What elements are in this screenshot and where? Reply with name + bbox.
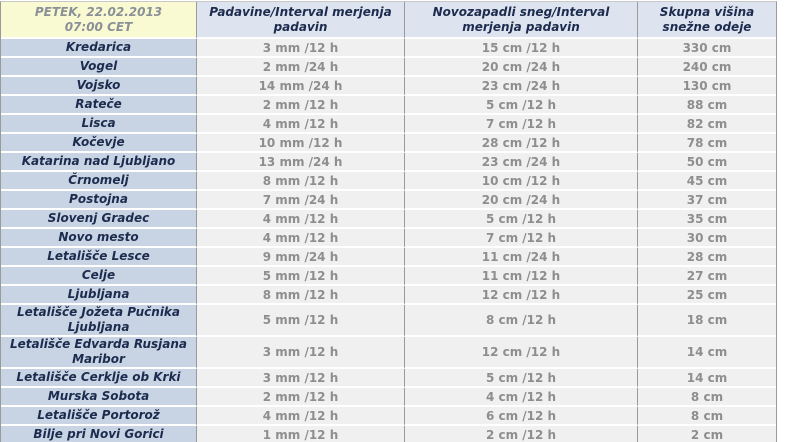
- column-header-new-snow: Novozapadli sneg/Interval merjenja padavin: [405, 2, 638, 39]
- new-snow-cell: 23 cm /24 h: [405, 77, 638, 96]
- station-name-cell: Postojna: [1, 191, 197, 210]
- precipitation-cell: 8 mm /12 h: [197, 172, 405, 191]
- table-row: [1, 115, 776, 134]
- precipitation-cell: 1 mm /12 h: [197, 426, 405, 442]
- new-snow-cell: 7 cm /12 h: [405, 115, 638, 134]
- snow-depth-cell: 27 cm: [638, 267, 776, 286]
- new-snow-cell: 28 cm /12 h: [405, 134, 638, 153]
- table-row: [1, 267, 776, 286]
- precipitation-cell: 9 mm /24 h: [197, 248, 405, 267]
- station-name-cell: Celje: [1, 267, 197, 286]
- station-name-cell: Kočevje: [1, 134, 197, 153]
- table-row: [1, 58, 776, 77]
- table-row: [1, 286, 776, 305]
- precipitation-cell: 7 mm /24 h: [197, 191, 405, 210]
- precipitation-cell: 8 mm /12 h: [197, 286, 405, 305]
- snow-depth-cell: 78 cm: [638, 134, 776, 153]
- station-name-cell: Letališče Portorož: [1, 407, 197, 426]
- station-name-cell: Ljubljana: [1, 286, 197, 305]
- precipitation-cell: 13 mm /24 h: [197, 153, 405, 172]
- snow-depth-cell: 8 cm: [638, 388, 776, 407]
- table-row: [1, 229, 776, 248]
- table-row: [1, 153, 776, 172]
- table-row: [1, 305, 776, 337]
- column-header-precipitation: Padavine/Interval merjenja padavin: [197, 2, 405, 39]
- table-row: [1, 337, 776, 369]
- snow-depth-cell: 330 cm: [638, 39, 776, 58]
- precipitation-cell: 4 mm /12 h: [197, 115, 405, 134]
- table-row: [1, 96, 776, 115]
- table-row: [1, 39, 776, 58]
- new-snow-cell: 20 cm /24 h: [405, 58, 638, 77]
- table-row: [1, 407, 776, 426]
- new-snow-cell: 5 cm /12 h: [405, 96, 638, 115]
- table-row: [1, 134, 776, 153]
- precipitation-cell: 14 mm /24 h: [197, 77, 405, 96]
- snow-depth-cell: 14 cm: [638, 337, 776, 369]
- snow-depth-cell: 18 cm: [638, 305, 776, 337]
- station-name-cell: Lisca: [1, 115, 197, 134]
- table-row: [1, 191, 776, 210]
- station-name-cell: Črnomelj: [1, 172, 197, 191]
- new-snow-cell: 20 cm /24 h: [405, 191, 638, 210]
- new-snow-cell: 12 cm /12 h: [405, 286, 638, 305]
- precipitation-cell: 4 mm /12 h: [197, 210, 405, 229]
- new-snow-cell: 8 cm /12 h: [405, 305, 638, 337]
- new-snow-cell: 12 cm /12 h: [405, 337, 638, 369]
- snow-depth-cell: 82 cm: [638, 115, 776, 134]
- precipitation-cell: 4 mm /12 h: [197, 407, 405, 426]
- precipitation-cell: 10 mm /12 h: [197, 134, 405, 153]
- table-body: [1, 39, 776, 442]
- station-name-cell: Rateče: [1, 96, 197, 115]
- precipitation-cell: 3 mm /12 h: [197, 337, 405, 369]
- precipitation-cell: 3 mm /12 h: [197, 39, 405, 58]
- snow-depth-cell: 28 cm: [638, 248, 776, 267]
- precipitation-cell: 3 mm /12 h: [197, 369, 405, 388]
- snow-depth-cell: 25 cm: [638, 286, 776, 305]
- table-row: [1, 210, 776, 229]
- station-name-cell: Slovenj Gradec: [1, 210, 197, 229]
- new-snow-cell: 2 cm /12 h: [405, 426, 638, 442]
- new-snow-cell: 23 cm /24 h: [405, 153, 638, 172]
- station-name-cell: Katarina nad Ljubljano: [1, 153, 197, 172]
- station-name-cell: Kredarica: [1, 39, 197, 58]
- new-snow-cell: 11 cm /12 h: [405, 267, 638, 286]
- time-line: 07:00 CET: [64, 19, 133, 34]
- table-row: [1, 172, 776, 191]
- snow-depth-cell: 2 cm: [638, 426, 776, 442]
- snow-depth-cell: 45 cm: [638, 172, 776, 191]
- snow-depth-cell: 8 cm: [638, 407, 776, 426]
- station-name-cell: Novo mesto: [1, 229, 197, 248]
- new-snow-cell: 5 cm /12 h: [405, 369, 638, 388]
- date-time-header: [1, 2, 197, 39]
- station-name-cell: Letališče Cerklje ob Krki: [1, 369, 197, 388]
- precipitation-cell: 2 mm /12 h: [197, 388, 405, 407]
- snow-depth-cell: 14 cm: [638, 369, 776, 388]
- header-row: [1, 2, 776, 39]
- precipitation-cell: 2 mm /12 h: [197, 96, 405, 115]
- station-name-cell: Vojsko: [1, 77, 197, 96]
- table-row: [1, 248, 776, 267]
- snow-depth-cell: 35 cm: [638, 210, 776, 229]
- snow-depth-cell: 30 cm: [638, 229, 776, 248]
- table-row: [1, 77, 776, 96]
- new-snow-cell: 4 cm /12 h: [405, 388, 638, 407]
- snow-depth-cell: 240 cm: [638, 58, 776, 77]
- date-line: PETEK, 22.02.2013: [34, 4, 163, 19]
- table-row: [1, 426, 776, 442]
- snow-depth-cell: 130 cm: [638, 77, 776, 96]
- column-header-snow-depth: Skupna višina snežne odeje: [638, 2, 776, 39]
- precipitation-cell: 5 mm /12 h: [197, 305, 405, 337]
- new-snow-cell: 5 cm /12 h: [405, 210, 638, 229]
- new-snow-cell: 15 cm /12 h: [405, 39, 638, 58]
- table-header: [1, 2, 776, 39]
- snow-report-table: [0, 1, 777, 442]
- station-name-cell: Letališče Lesce: [1, 248, 197, 267]
- precipitation-cell: 4 mm /12 h: [197, 229, 405, 248]
- new-snow-cell: 6 cm /12 h: [405, 407, 638, 426]
- table-row: [1, 369, 776, 388]
- station-name-cell: Letališče Jožeta Pučnika Ljubljana: [1, 305, 197, 337]
- station-name-cell: Murska Sobota: [1, 388, 197, 407]
- new-snow-cell: 11 cm /24 h: [405, 248, 638, 267]
- snow-depth-cell: 37 cm: [638, 191, 776, 210]
- station-name-cell: Bilje pri Novi Gorici: [1, 426, 197, 442]
- station-name-cell: Letališče Edvarda Rusjana Maribor: [1, 337, 197, 369]
- precipitation-cell: 2 mm /24 h: [197, 58, 405, 77]
- station-name-cell: Vogel: [1, 58, 197, 77]
- new-snow-cell: 10 cm /12 h: [405, 172, 638, 191]
- precipitation-cell: 5 mm /12 h: [197, 267, 405, 286]
- snow-depth-cell: 88 cm: [638, 96, 776, 115]
- snow-depth-cell: 50 cm: [638, 153, 776, 172]
- new-snow-cell: 7 cm /12 h: [405, 229, 638, 248]
- table-row: [1, 388, 776, 407]
